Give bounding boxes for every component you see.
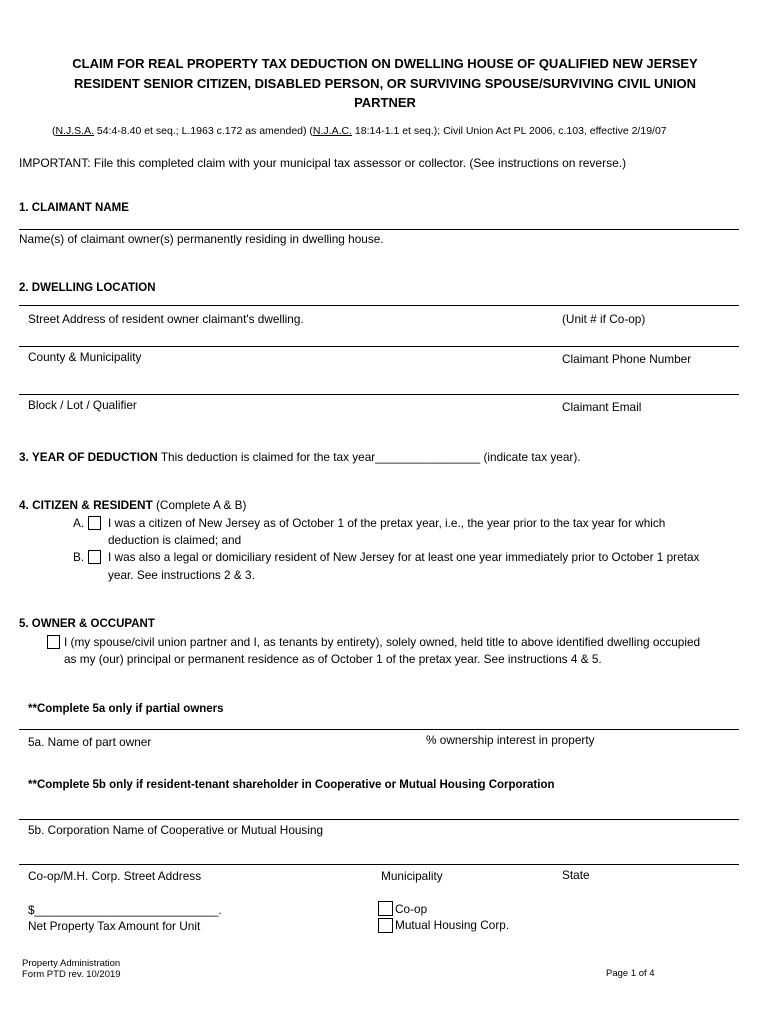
item-b-text-2: year. See instructions 2 & 3. [108, 568, 255, 582]
coop-label: Co-op [395, 902, 428, 916]
item-b-text-1: I was also a legal or domiciliary resident of New Jersey for at least one year immediately prior to October 1 pretax [108, 550, 700, 564]
net-tax-label: Net Property Tax Amount for Unit [28, 919, 201, 933]
item-b-letter: B. [73, 550, 85, 564]
footer-form-rev: Form PTD rev. 10/2019 [22, 969, 121, 980]
mutual-housing-checkbox[interactable] [378, 918, 393, 933]
njsa-link: N.J.S.A. [55, 125, 95, 137]
important-notice: IMPORTANT: File this completed claim with your municipal tax assessor or collector. (See instructions on reverse.) [19, 156, 627, 170]
title-line-1: CLAIM FOR REAL PROPERTY TAX DEDUCTION ON DWELLING HOUSE OF QUALIFIED NEW JERSEY [72, 56, 698, 71]
block-lot-label: Block / Lot / Qualifier [28, 398, 137, 412]
tax-year-field[interactable]: ________________ [375, 450, 481, 464]
title-line-3: PARTNER [354, 95, 416, 110]
ownership-label: % ownership interest in property [426, 733, 595, 747]
net-tax-amount-field[interactable]: $____________________________. [28, 903, 222, 917]
footer-department: Property Administration [22, 958, 121, 969]
form-title [0, 54, 770, 113]
claimant-name-line[interactable] [19, 229, 739, 230]
section-5b-top-line [19, 819, 739, 820]
email-label: Claimant Email [562, 400, 642, 414]
unit-label: (Unit # if Co-op) [562, 312, 646, 326]
claimant-name-label: Name(s) of claimant owner(s) permanently residing in dwelling house. [19, 232, 384, 246]
section-2-heading: 2. DWELLING LOCATION [19, 282, 156, 294]
county-line[interactable] [19, 394, 739, 395]
section-1-heading: 1. CLAIMANT NAME [19, 202, 129, 214]
coop-street-label: Co-op/M.H. Corp. Street Address [28, 869, 202, 883]
owner-text-2: as my (our) principal or permanent residence as of October 1 of the pretax year. See instructions 4 & 5. [64, 652, 602, 666]
section-3-heading: 3. YEAR OF DEDUCTION [19, 450, 158, 464]
coop-checkbox[interactable] [378, 901, 393, 916]
mutual-housing-label: Mutual Housing Corp. [395, 918, 510, 932]
item-a-text-1: I was a citizen of New Jersey as of October 1 of the pretax year, i.e., the year prior to the tax year for which [108, 516, 666, 530]
item-a-letter: A. [73, 516, 85, 530]
note-5a: **Complete 5a only if partial owners [28, 703, 224, 715]
section-3: 3. YEAR OF DEDUCTION This deduction is claimed for the tax year________________ (indicate tax year). [19, 450, 581, 464]
njac-link: N.J.A.C. [312, 125, 353, 137]
section-2-top-line [19, 305, 739, 306]
owner-text-1: I (my spouse/civil union partner and I, as tenants by entirety), solely owned, held title to above identified dwelling occupied [64, 635, 701, 649]
statute-citation: (N.J.S.A. 54:4-8.40 et seq.; L.1963 c.172 as amended) (N.J.A.C. 18:14-1.1 et seq.); Civil Union Act PL 2006, c.103, effective 2/19/07 [52, 125, 667, 137]
corporation-name-line[interactable] [19, 864, 739, 865]
phone-label: Claimant Phone Number [562, 352, 692, 366]
street-address-label: Street Address of resident owner claimant's dwelling. [28, 312, 304, 326]
corporation-name-label: 5b. Corporation Name of Cooperative or Mutual Housing [28, 823, 324, 837]
county-label: County & Municipality [28, 350, 142, 364]
title-line-2: RESIDENT SENIOR CITIZEN, DISABLED PERSON, OR SURVIVING SPOUSE/SURVIVING CIVIL UNION [74, 75, 696, 91]
section-4-heading: 4. CITIZEN & RESIDENT (Complete A & B) [19, 498, 247, 512]
street-address-line[interactable] [19, 346, 739, 347]
section-5a-top-line [19, 729, 739, 730]
section-5-heading: 5. OWNER & OCCUPANT [19, 618, 155, 630]
page-number: Page 1 of 4 [606, 968, 655, 979]
citizen-checkbox[interactable] [88, 516, 101, 530]
resident-checkbox[interactable] [88, 550, 101, 564]
owner-occupant-checkbox[interactable] [47, 635, 60, 649]
state-label: State [562, 868, 590, 882]
item-a-text-2: deduction is claimed; and [108, 533, 242, 547]
note-5b: **Complete 5b only if resident-tenant shareholder in Cooperative or Mutual Housing Corporation [28, 779, 555, 791]
part-owner-label: 5a. Name of part owner [28, 735, 152, 749]
municipality-label: Municipality [381, 869, 443, 883]
